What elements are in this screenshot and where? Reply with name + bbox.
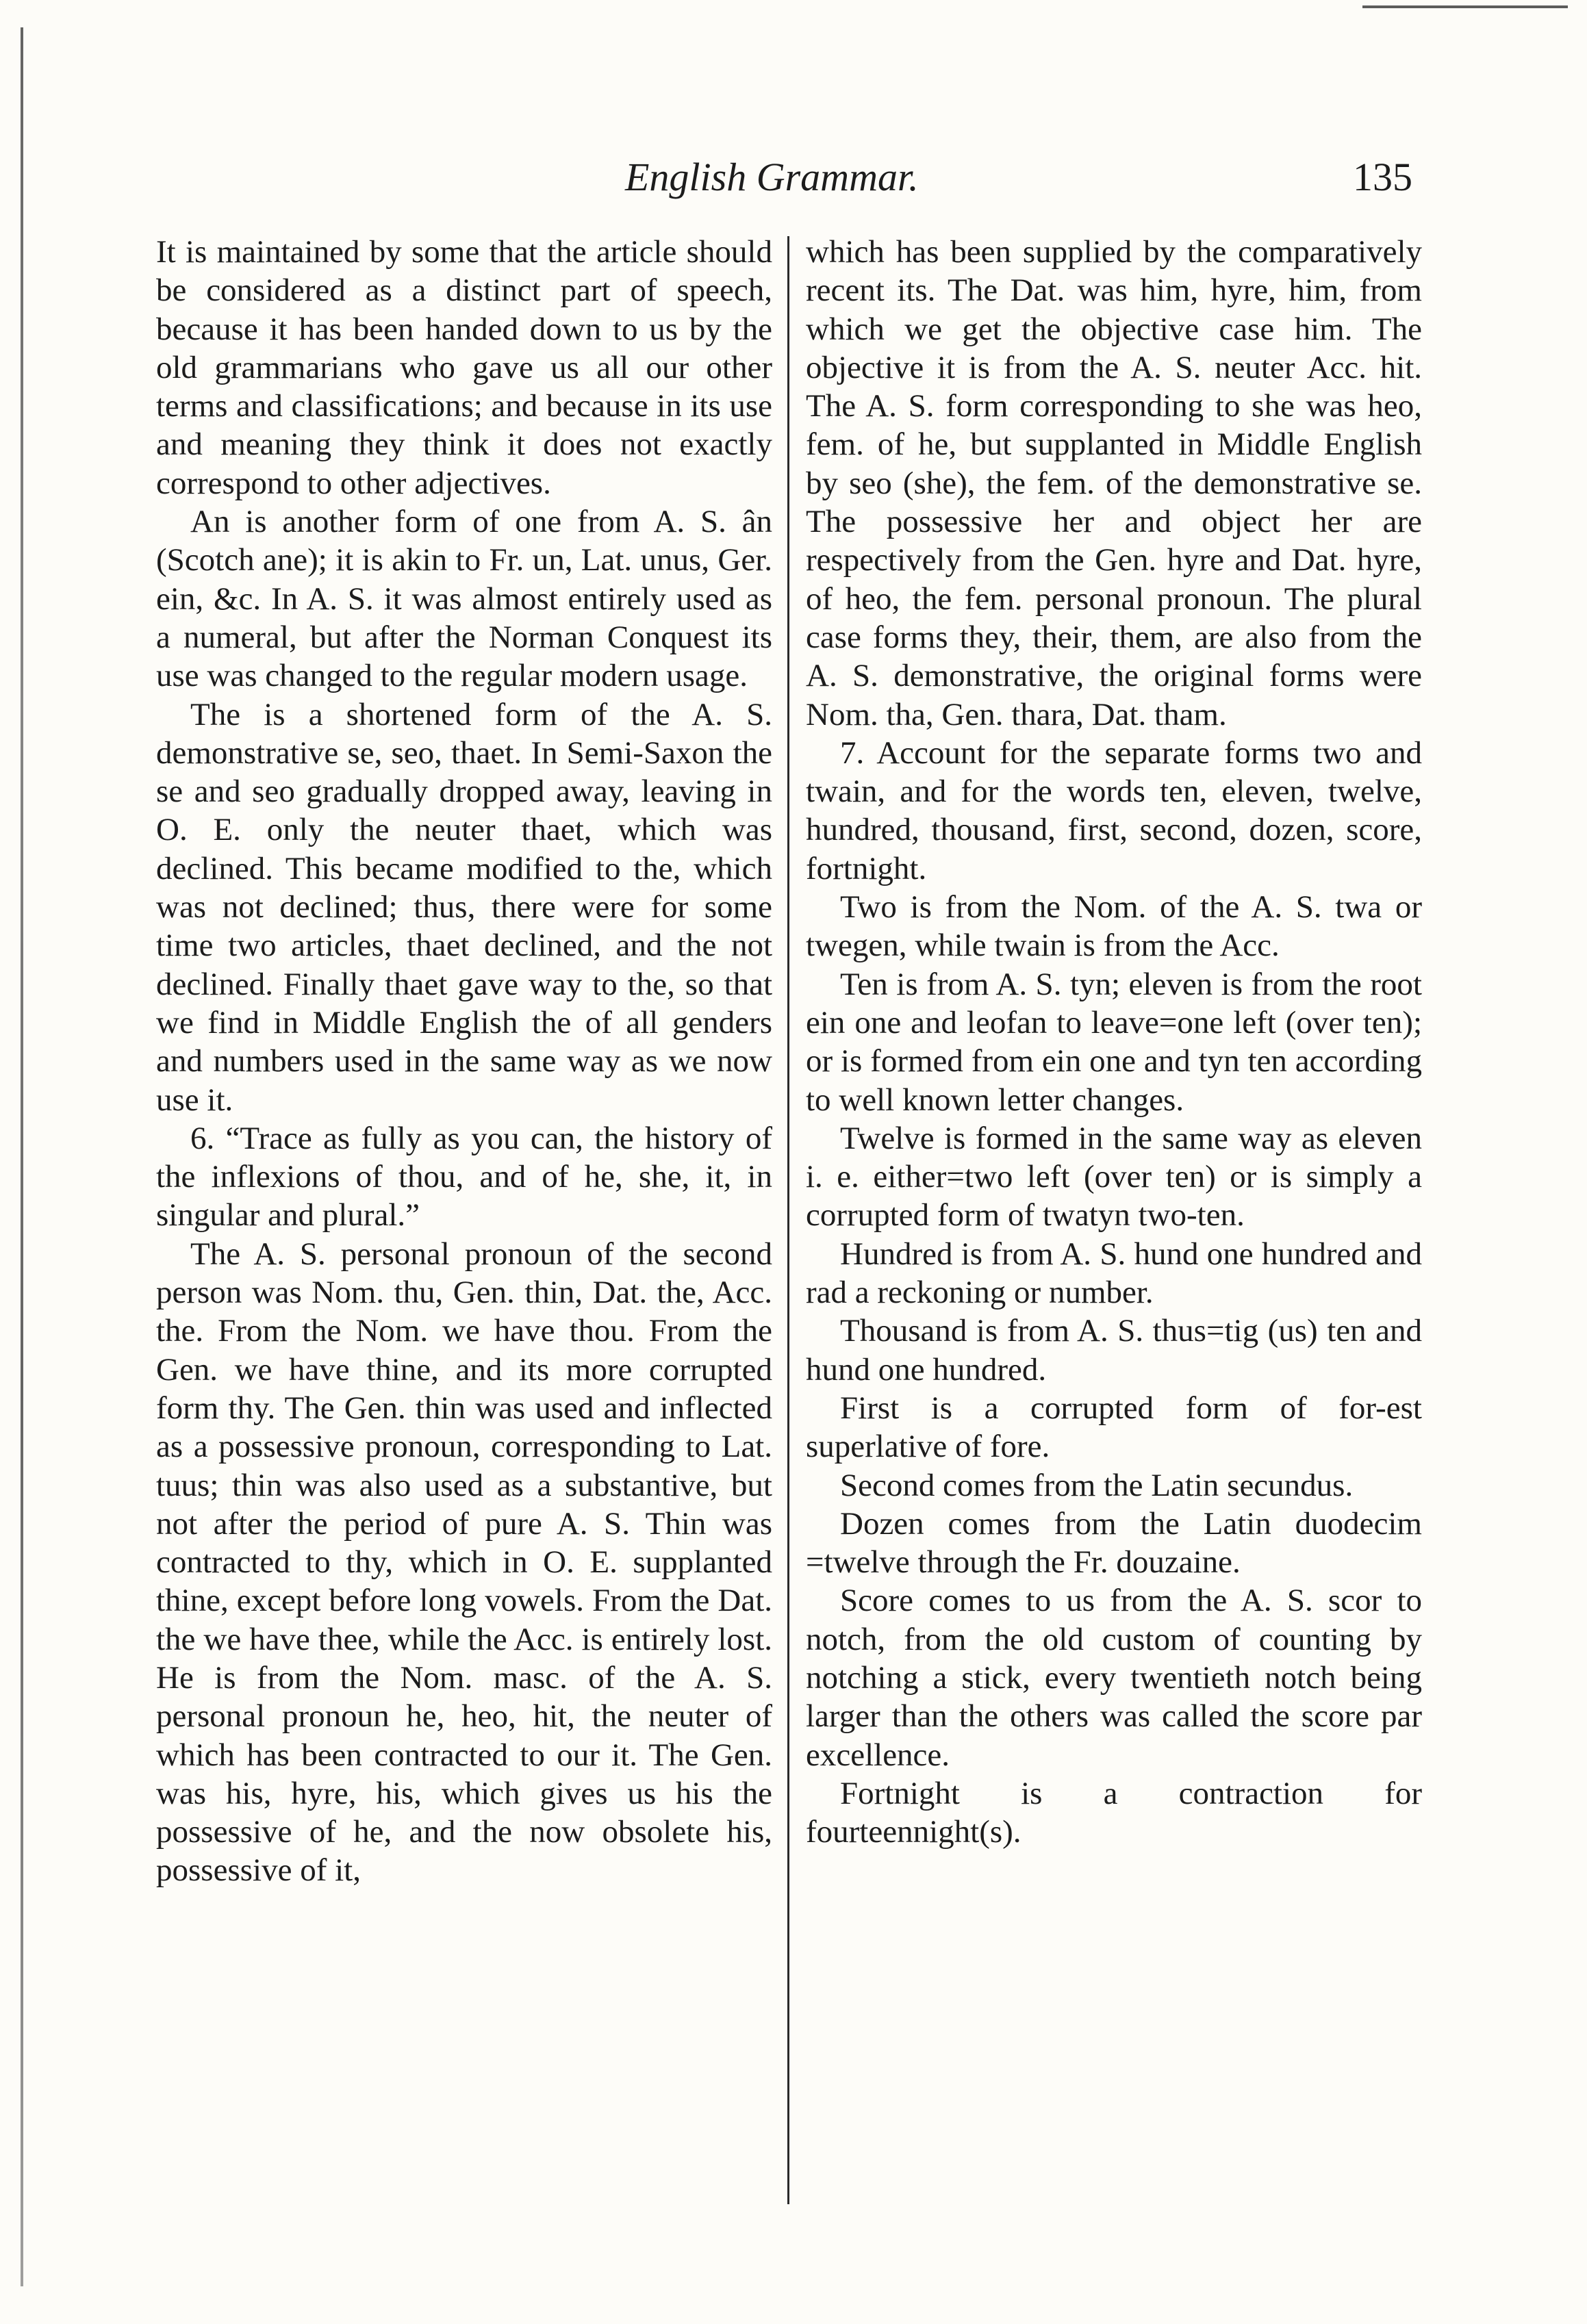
- paragraph: Second comes from the Latin secundus.: [840, 1467, 1354, 1503]
- paragraph: Dozen comes from the Latin duodecim =twelve through the Fr. douzaine.: [806, 1505, 1422, 1581]
- paragraph: The A. S. personal pronoun of the second person was Nom. thu, Gen. thin, Dat. the, Acc. the. From the Nom. we have thou. From the Gen. we have thine, and its more corrupted form thy. The Gen. thin was used and inflected as a possessive pronoun, corresponding to Lat. tuus; thin was also used as a substantive, but not after the period of pure A. S. Thin was contracted to thy, which in O. E. supplanted thine, except before long vowels. From the Dat. the we have thee, while the Acc. is entirely lost. He is from the Nom. masc. of the A. S. personal pronoun he, heo, hit, the neuter of which has been contracted to our it. The Gen. was his, hyre, his, which gives us his the possessive of he, and the now obsolete his, possessive of it,: [156, 1236, 772, 1889]
- running-title: English Grammar.: [625, 155, 919, 199]
- paragraph: Thousand is from A. S. thus=tig (us) ten and hund one hundred.: [806, 1313, 1422, 1388]
- paragraph: Score comes to us from the A. S. scor to notch, from the old custom of counting by notching a stick, every twentieth notch being larger than the others was called the score par excellence.: [806, 1583, 1422, 1773]
- paragraph: Two is from the Nom. of the A. S. twa or twegen, while twain is from the Acc.: [806, 889, 1422, 964]
- page-number: 135: [1353, 155, 1412, 199]
- right-column: [806, 233, 1422, 1851]
- paragraph: First is a corrupted form of for-est superlative of fore.: [806, 1390, 1422, 1465]
- paragraph: Twelve is formed in the same way as eleven i. e. either=two left (over ten) or is simply a corrupted form of twatyn two-ten.: [806, 1120, 1422, 1234]
- paragraph: Fortnight is a contraction for fourteennight(s).: [806, 1775, 1422, 1850]
- paragraph: It is maintained by some that the article should be considered as a distinct part of speech, because it has been handed down to us by the old grammarians who gave us all our other terms and classifications; and because in its use and meaning they think it does not exactly correspond to other adjectives.: [156, 234, 772, 501]
- paragraph: Hundred is from A. S. hund one hundred and rad a reckoning or number.: [806, 1236, 1422, 1311]
- column-divider: [787, 236, 789, 2204]
- page-edge-mark: [1362, 5, 1568, 8]
- left-column: [156, 233, 772, 1890]
- page-edge-shadow: [21, 27, 23, 2286]
- question-paragraph: 6. “Trace as fully as you can, the history of the inflexions of thou, and of he, she, it, in singular and plural.”: [156, 1120, 772, 1234]
- paragraph: The is a shortened form of the A. S. demonstrative se, seo, thaet. In Semi-Saxon the se and seo gradually dropped away, leaving in O. E. only the neuter thaet, which was declined. This became modified to the, which was not declined; thus, there were for some time two articles, thaet declined, and the not declined. Finally thaet gave way to the, so that we find in Middle English the of all genders and numbers used in the same way as we now use it.: [156, 696, 772, 1118]
- question-paragraph: 7. Account for the separate forms two and twain, and for the words ten, eleven, twelve, hundred, thousand, first, second, dozen, score, fortnight.: [806, 735, 1422, 886]
- paragraph: An is another form of one from A. S. ân (Scotch ane); it is akin to Fr. un, Lat. unus, Ger. ein, &c. In A. S. it was almost entirely used as a numeral, but after the Norman Conquest its use was changed to the regular modern usage.: [156, 504, 772, 694]
- paragraph: which has been supplied by the comparatively recent its. The Dat. was him, hyre, him, from which we get the objective case him. The objective it is from the A. S. neuter Acc. hit. The A. S. form corresponding to she was heo, fem. of he, but supplanted in Middle English by seo (she), the fem. of the demonstrative se. The possessive her and object her are respectively from the Gen. hyre and Dat. hyre, of heo, the fem. personal pronoun. The plural case forms they, their, them, are also from the A. S. demonstrative, the original forms were Nom. tha, Gen. thara, Dat. tham.: [806, 234, 1422, 732]
- paragraph: Ten is from A. S. tyn; eleven is from the root ein one and leofan to leave=one left (over ten); or is formed from ein one and tyn ten according to well known letter changes.: [806, 966, 1422, 1118]
- page-header: [156, 154, 1426, 209]
